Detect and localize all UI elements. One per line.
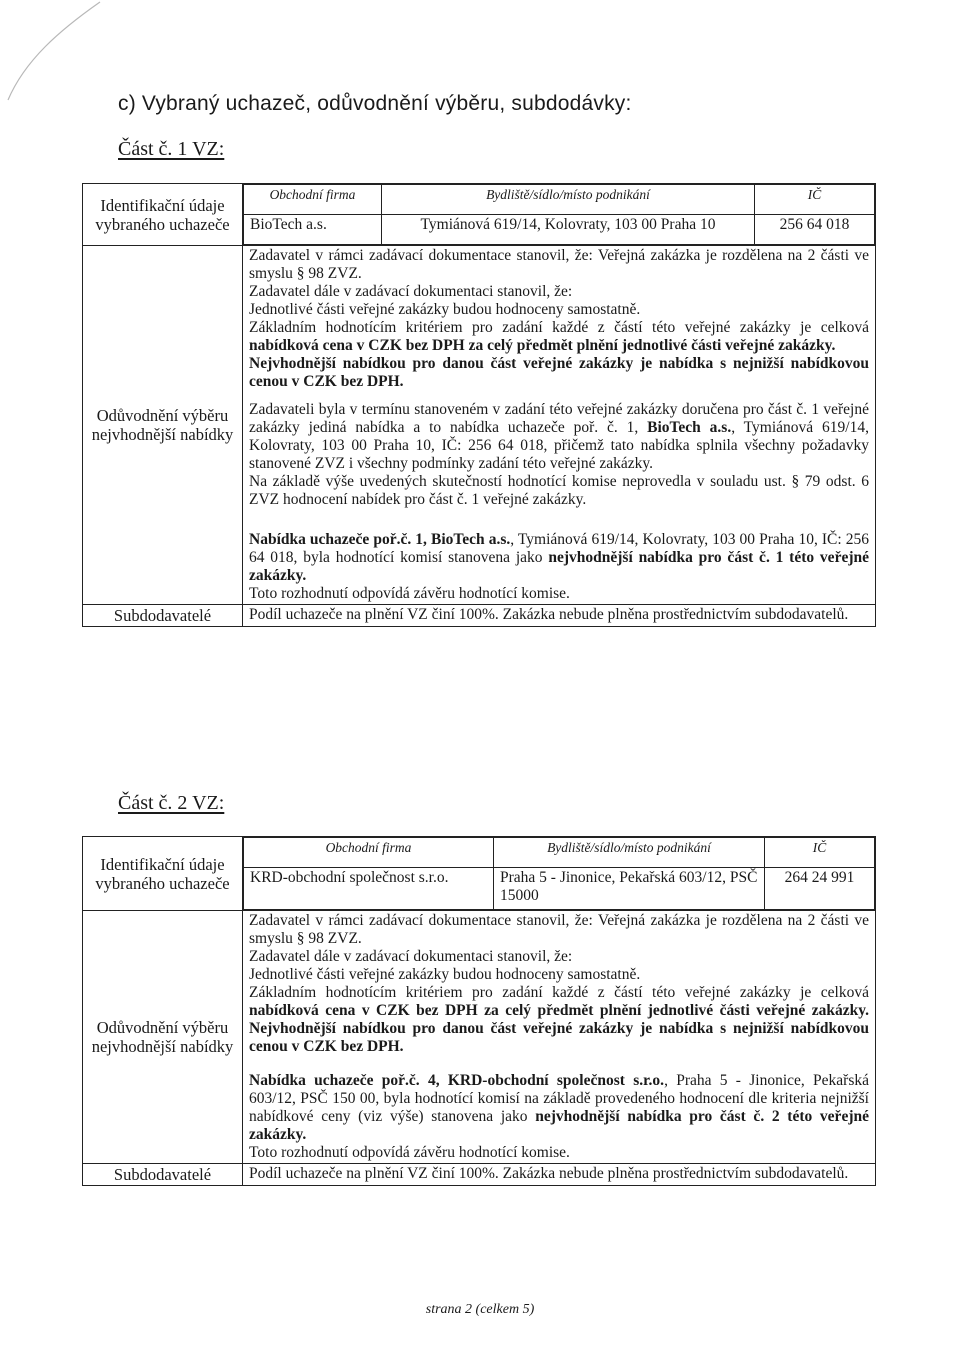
subcontract-text: Podíl uchazeče na plnění VZ činí 100%. Zakázka nebude plněna prostřednictvím subdodavatelů. <box>243 1164 876 1186</box>
header-address: Bydliště/sídlo/místo podnikání <box>494 838 765 868</box>
row-label-justification: Odůvodnění výběru nejvhodnější nabídky <box>83 911 243 1164</box>
justification-text: Jednotlivé části veřejné zakázky budou hodnoceny samostatně. <box>249 301 641 318</box>
justification-text: Zadavatel dále v zadávací dokumentaci stanovil, že: <box>249 283 573 300</box>
justification-emphasis: nabídková cena v CZK bez DPH za celý předmět plnění jednotlivé části veřejné zakázky. Nejvhodnější nabídkou pro danou část veřejné zakázky je nabídka s nejnižší nabídkovou cenou v CZK bez DPH. <box>249 1002 869 1055</box>
table-row <box>83 184 876 246</box>
decision-emphasis: nejvhodnější nabídka pro část č. 2 této veřejné zakázky. <box>249 1108 869 1143</box>
bidder-address: Tymiánová 619/14, Kolovraty, 103 00 Praha 10 <box>382 215 755 245</box>
justification-text: Základním hodnotícím kritériem pro zadání každé z částí této veřejné zakázky je celková <box>249 319 869 336</box>
header-ic: IČ <box>755 185 875 215</box>
decision-emphasis: Nabídka uchazeče poř.č. 1, BioTech a.s. <box>249 531 511 548</box>
row-label-justification: Odůvodnění výběru nejvhodnější nabídky <box>83 246 243 605</box>
part-2-title: Část č. 2 VZ: <box>118 792 225 814</box>
justification-text: Zadavatel v rámci zadávací dokumentace stanovil, že: Veřejná zakázka je rozdělena na 2 části ve smyslu § 98 ZVZ. <box>249 247 869 282</box>
justification-text: , Tymiánová 619/14, Kolovraty, 103 00 Praha 10, IČ: 256 64 018, přičemž tato nabídka splnila všechny požadavky stanovené ZVZ i všechny podmínky zadání této veřejné zakázky. <box>249 419 869 472</box>
justification-cell <box>243 911 876 1164</box>
decision-text: , Tymiánová 619/14, Kolovraty, 103 00 Praha 10, IČ: 256 64 018, byla hodnotící komisí stanovena jako <box>249 531 869 566</box>
header-firm: Obchodní firma <box>244 838 494 868</box>
section-heading: c) Vybraný uchazeč, odůvodnění výběru, subdodávky: <box>118 92 632 115</box>
bidder-firm: KRD-obchodní společnost s.r.o. <box>244 868 494 910</box>
header-ic: IČ <box>765 838 875 868</box>
decision-emphasis: Nabídka uchazeče poř.č. 4, KRD-obchodní společnost s.r.o. <box>249 1072 665 1089</box>
table-row <box>83 911 876 1164</box>
row-label-identification: Identifikační údaje vybraného uchazeče <box>83 837 243 911</box>
subcontract-text: Podíl uchazeče na plnění VZ činí 100%. Zakázka nebude plněna prostřednictvím subdodavatelů. <box>243 605 876 627</box>
part-1-title: Část č. 1 VZ: <box>118 138 225 160</box>
justification-cell <box>243 246 876 605</box>
row-label-identification: Identifikační údaje vybraného uchazeče <box>83 184 243 246</box>
table-row <box>83 246 876 605</box>
table-row <box>83 1164 876 1186</box>
bidder-address: Praha 5 - Jinonice, Pekařská 603/12, PSČ 15000 <box>494 868 765 910</box>
justification-emphasis: nabídková cena v CZK bez DPH za celý předmět plnění jednotlivé části veřejné zakázky. <box>249 337 836 354</box>
justification-text: Základním hodnotícím kritériem pro zadání každé z částí této veřejné zakázky je celková <box>249 984 869 1001</box>
justification-text: Zadavatel v rámci zadávací dokumentace stanovil, že: Veřejná zakázka je rozdělena na 2 části ve smyslu § 98 ZVZ. <box>249 912 869 947</box>
bidder-ic: 264 24 991 <box>765 868 875 910</box>
row-label-subcontractors: Subdodavatelé <box>83 1164 243 1186</box>
decision-text: Toto rozhodnutí odpovídá závěru hodnotící komise. <box>249 585 570 602</box>
header-address: Bydliště/sídlo/místo podnikání <box>382 185 755 215</box>
page-footer: strana 2 (celkem 5) <box>425 1302 535 1317</box>
row-label-subcontractors: Subdodavatelé <box>83 605 243 627</box>
decision-text: Toto rozhodnutí odpovídá závěru hodnotící komise. <box>249 1144 570 1161</box>
justification-emphasis: Nejvhodnější nabídkou pro danou část veřejné zakázky je nabídka s nejnižší nabídkovou cenou v CZK bez DPH. <box>249 355 869 390</box>
bidder-ic: 256 64 018 <box>755 215 875 245</box>
bidder-table <box>243 184 875 245</box>
justification-text: Jednotlivé části veřejné zakázky budou hodnoceny samostatně. <box>249 966 641 983</box>
table-row <box>83 837 876 911</box>
decision-text: , Praha 5 - Jinonice, Pekařská 603/12, PSČ 150 00, byla hodnotící komisí na základě provedeného hodnocení dle kriteria nejnižší nabídkové ceny (viz výše) stanovena jako <box>249 1072 869 1125</box>
part-2-table <box>82 836 876 1186</box>
bidder-firm: BioTech a.s. <box>244 215 382 245</box>
header-firm: Obchodní firma <box>244 185 382 215</box>
justification-text: Zadavateli byla v termínu stanoveném v zadání této veřejné zakázky doručena pro část č. 1 veřejné zakázky jediná nabídka a to nabídka uchazeče poř. č. 1, <box>249 401 869 436</box>
justification-text: Zadavatel dále v zadávací dokumentaci stanovil, že: <box>249 948 573 965</box>
justification-text: Na základě výše uvedených skutečností hodnotící komise neprovedla v souladu ust. § 79 odst. 6 ZVZ hodnocení nabídek pro část č. 1 veřejné zakázky. <box>249 473 869 508</box>
bidder-table <box>243 837 875 910</box>
table-row <box>83 605 876 627</box>
bidder-name-emphasis: BioTech a.s. <box>647 419 732 436</box>
corner-pencil-mark <box>0 0 120 120</box>
part-1-table <box>82 183 876 627</box>
decision-emphasis: nejvhodnější nabídka pro část č. 1 této veřejné zakázky. <box>249 549 869 584</box>
